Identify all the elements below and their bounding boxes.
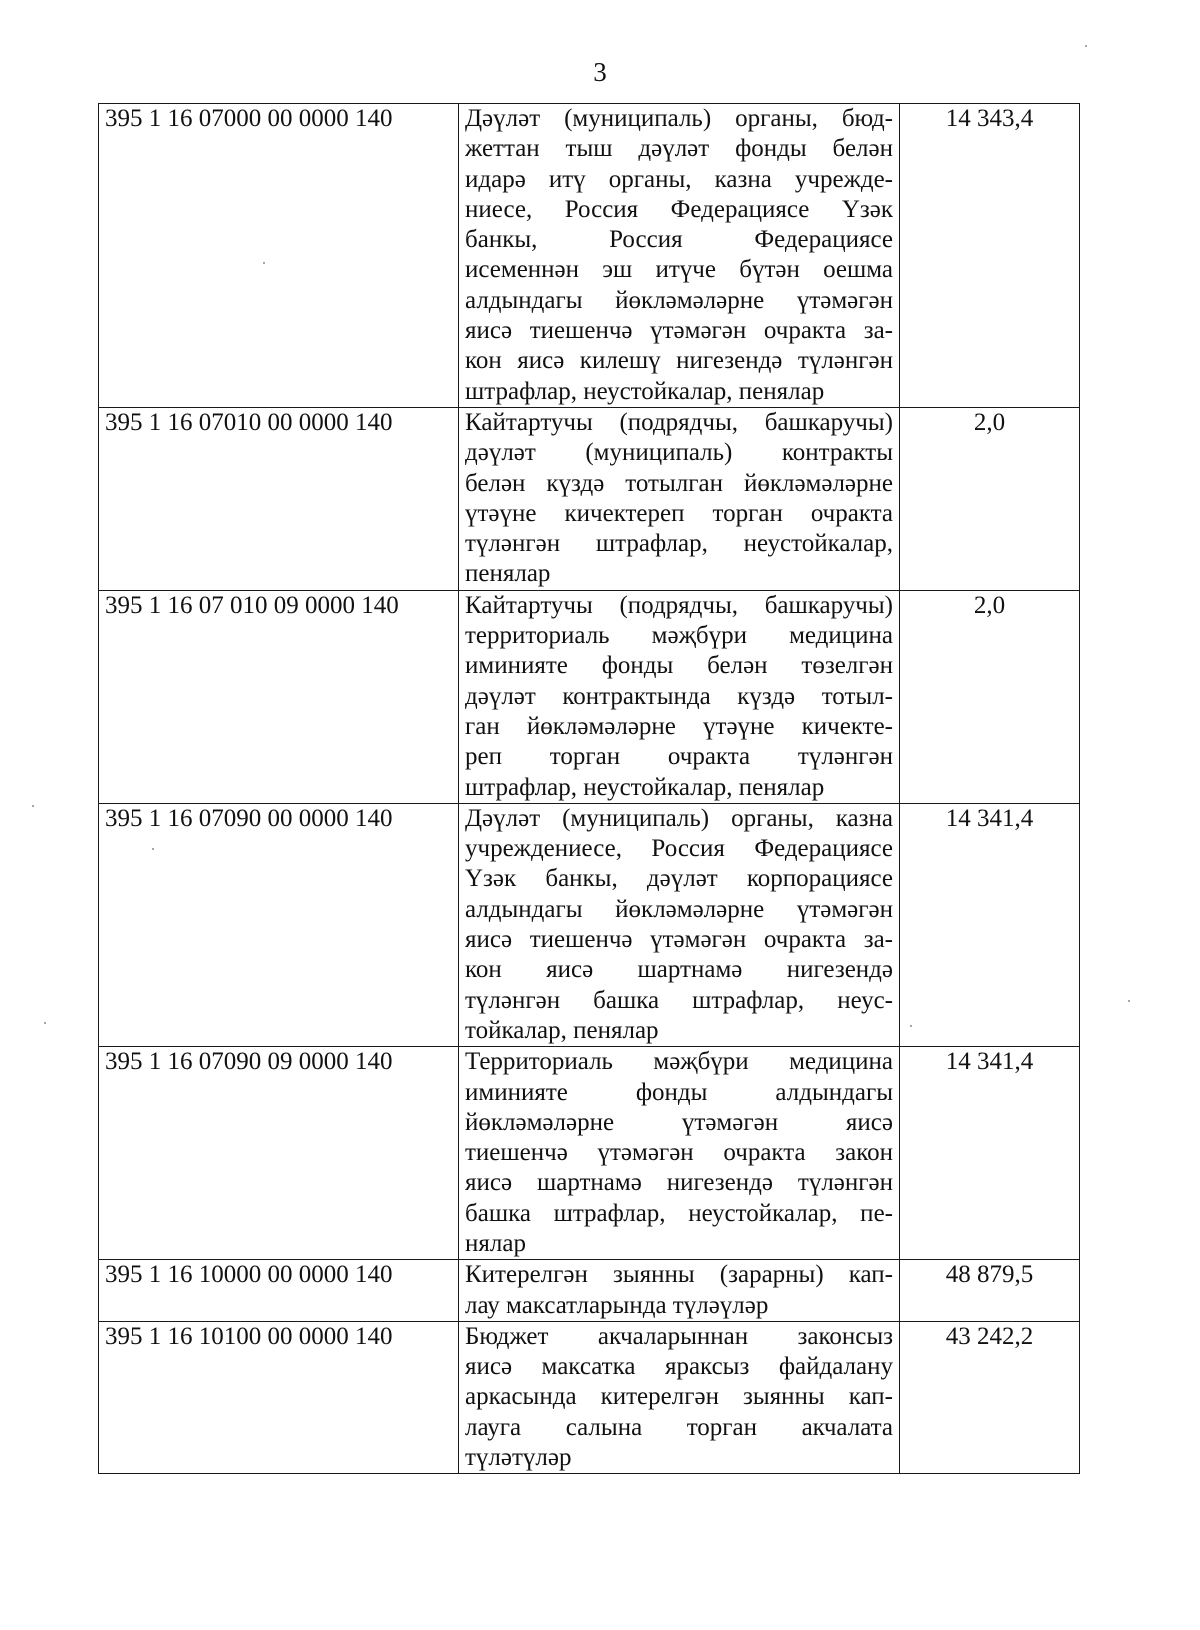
amount-cell: 14 341,4 — [900, 1047, 1080, 1260]
description-line: белән күздә тотылган йөкләмәләрне — [465, 469, 893, 497]
scan-speck — [1085, 45, 1087, 47]
scan-speck — [32, 805, 34, 807]
description-line: штрафлар, неустойкалар, пенялар — [465, 773, 825, 801]
description-line: Дәүләт (муниципаль) органы, бюд- — [465, 105, 893, 132]
description-line: ган йөкләмәләрне үтәүне кичекте- — [465, 712, 893, 740]
description-line: үтәүне кичектереп торган очракта — [465, 499, 893, 527]
description-line: яисә тиешенчә үтәмәгән очракта за- — [465, 926, 893, 954]
description-line: дәүләт контрактында күздә тотыл- — [465, 682, 893, 710]
budget-code-cell: 395 1 16 07010 00 0000 140 — [99, 407, 459, 590]
description-line: лау максатларында түләүләр — [465, 1291, 769, 1319]
description-line: яисә максатка яраксыз файдалану — [465, 1353, 893, 1381]
description-line: Үзәк банкы, дәүләт корпорациясе — [465, 865, 893, 893]
description-line: Дәүләт (муниципаль) органы, казна — [465, 804, 893, 832]
budget-code-cell: 395 1 16 07090 09 0000 140 — [99, 1047, 459, 1260]
budget-code-cell: 395 1 16 07000 00 0000 140 — [99, 104, 459, 408]
description-line: Кайтартучы (подрядчы, башкаручы) — [465, 408, 893, 436]
description-line: пенялар — [465, 560, 551, 588]
amount-cell: 14 341,4 — [900, 803, 1080, 1046]
description-cell — [459, 803, 900, 1046]
table-row — [99, 407, 1080, 590]
description-line: яисә шартнамә нигезендә түләнгән — [465, 1169, 893, 1197]
budget-code-cell: 395 1 16 10100 00 0000 140 — [99, 1321, 459, 1473]
description-cell — [459, 1047, 900, 1260]
description-cell — [459, 104, 900, 408]
description-line: кон яисә шартнамә нигезендә — [465, 956, 893, 984]
page-number: 3 — [593, 57, 607, 87]
description-line: түләнгән штрафлар, неустойкалар, — [465, 530, 893, 558]
description-line: территориаль мәҗбүри медицина — [465, 622, 893, 650]
description-line: банкы, Россия Федерациясе — [465, 226, 893, 254]
budget-code-cell: 395 1 16 07090 00 0000 140 — [99, 803, 459, 1046]
description-line: тойкалар, пенялар — [465, 1016, 659, 1044]
description-line: түләтүләр — [465, 1444, 572, 1472]
scan-speck — [44, 1022, 46, 1024]
table-row — [99, 590, 1080, 803]
description-line: Китерелгән зыянны (зарарны) кап- — [465, 1261, 893, 1289]
description-line: лауга салына торган акчалата — [465, 1413, 893, 1441]
description-cell — [459, 1260, 900, 1322]
description-line: реп торган очракта түләнгән — [465, 743, 893, 771]
description-cell — [459, 407, 900, 590]
description-line: алдындагы йөкләмәләрне үтәмәгән — [465, 895, 893, 923]
amount-cell: 48 879,5 — [900, 1260, 1080, 1322]
description-line: ниесе, Россия Федерациясе Үзәк — [465, 195, 893, 223]
description-cell — [459, 590, 900, 803]
description-line: нялар — [465, 1229, 526, 1257]
amount-cell: 43 242,2 — [900, 1321, 1080, 1473]
scan-speck — [263, 262, 265, 264]
budget-code-cell: 395 1 16 07 010 09 0000 140 — [99, 590, 459, 803]
description-line: штрафлар, неустойкалар, пенялар — [465, 377, 825, 405]
table-body — [99, 104, 1080, 1474]
description-line: исеменнән эш итүче бүтән оешма — [465, 256, 893, 284]
table-row — [99, 803, 1080, 1046]
description-line: Бюджет акчаларыннан законсыз — [465, 1322, 893, 1350]
description-line: түләнгән башка штрафлар, неус- — [465, 986, 893, 1014]
description-line: аркасында китерелгән зыянны кап- — [465, 1383, 893, 1411]
table-row — [99, 1321, 1080, 1473]
amount-cell: 14 343,4 — [900, 104, 1080, 408]
description-line: Территориаль мәҗбүри медицина — [465, 1048, 893, 1076]
description-line: башка штрафлар, неустойкалар, пе- — [465, 1199, 893, 1227]
table-row — [99, 1260, 1080, 1322]
budget-codes-table — [98, 103, 1080, 1474]
description-line: учреждениесе, Россия Федерациясе — [465, 835, 893, 863]
table-row — [99, 104, 1080, 408]
description-line: яисә тиешенчә үтәмәгән очракта за- — [465, 317, 893, 345]
amount-cell: 2,0 — [900, 407, 1080, 590]
description-line: иминияте фонды алдындагы — [465, 1078, 893, 1106]
description-line: идарә итү органы, казна учрежде- — [465, 165, 893, 193]
description-cell — [459, 1321, 900, 1473]
amount-cell: 2,0 — [900, 590, 1080, 803]
scan-speck — [1128, 1000, 1130, 1002]
description-line: тиешенчә үтәмәгән очракта закон — [465, 1139, 893, 1167]
description-line: дәүләт (муниципаль) контракты — [465, 439, 893, 467]
budget-code-cell: 395 1 16 10000 00 0000 140 — [99, 1260, 459, 1322]
description-line: алдындагы йөкләмәләрне үтәмәгән — [465, 286, 893, 314]
description-line: иминияте фонды белән төзелгән — [465, 652, 893, 680]
description-line: жеттан тыш дәүләт фонды белән — [465, 135, 893, 163]
description-line: кон яисә килешү нигезендә түләнгән — [465, 347, 893, 375]
description-line: Кайтартучы (подрядчы, башкаручы) — [465, 591, 893, 619]
table-row — [99, 1047, 1080, 1260]
scan-speck — [910, 1025, 912, 1027]
description-line: йөкләмәләрне үтәмәгән яисә — [465, 1108, 893, 1136]
scan-speck — [152, 848, 154, 850]
